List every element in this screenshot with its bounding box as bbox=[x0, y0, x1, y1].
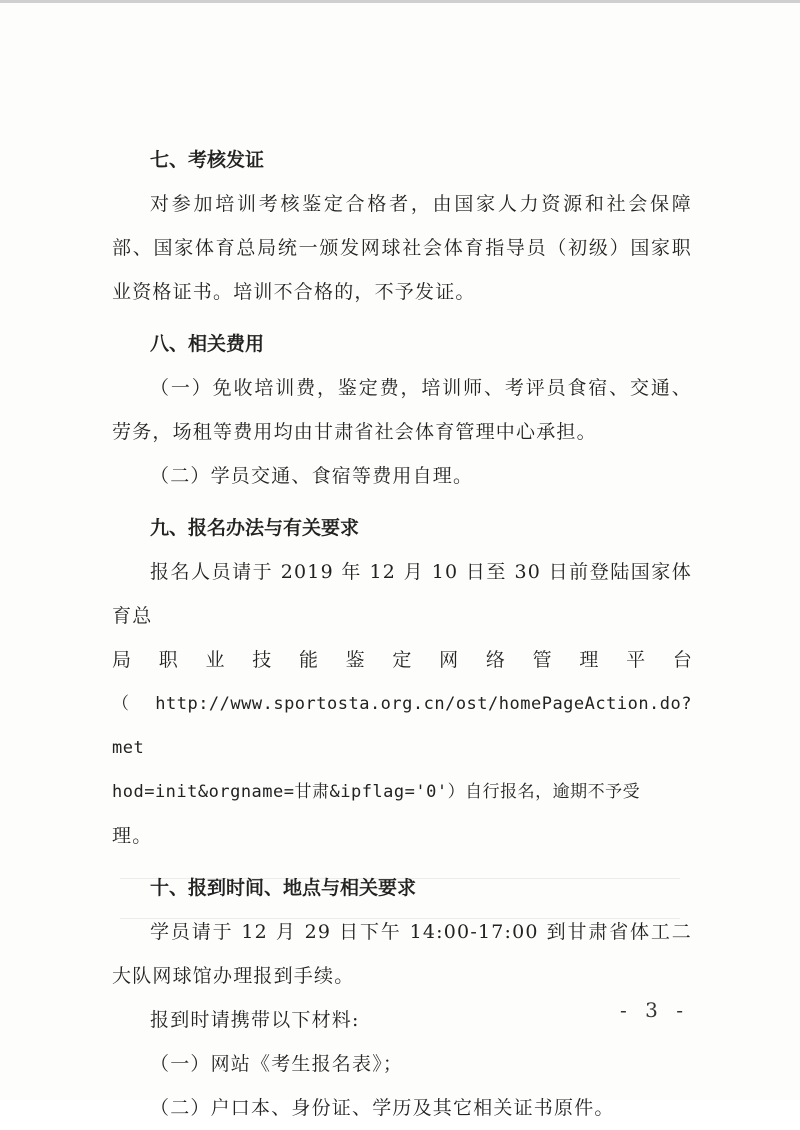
material-item: （一）网站《考生报名表》； bbox=[150, 1053, 404, 1075]
materials-intro: 报到时请携带以下材料: bbox=[150, 1009, 360, 1031]
section-paragraph: 对参加培训考核鉴定合格者，由国家人力资源和社会保障部、国家体育总局统一颁发网球社会体育指导员（初级）国家职业资格证书。培训不合格的，不予发证。 bbox=[112, 193, 692, 303]
check-in-paragraph: 学员请于 12 月 29 日下午 14:00-17:00 到甘肃省体工二大队网球馆办理报到手续。 bbox=[112, 921, 692, 987]
fee-item: （二）学员交通、食宿等费用自理。 bbox=[150, 465, 474, 487]
spread-char: 鉴 bbox=[345, 649, 365, 671]
spread-char: 台 bbox=[672, 649, 692, 671]
document-body bbox=[112, 138, 692, 1130]
material-item: （二）户口本、身份证、学历及其它相关证书原件。 bbox=[150, 1097, 615, 1119]
spread-char: 平 bbox=[626, 649, 646, 671]
registration-url: （http://www.sportosta.org.cn/ost/homePageAction.do?met bbox=[112, 694, 692, 758]
section-heading-assessment: 七、考核发证 bbox=[150, 149, 265, 171]
spread-char: 业 bbox=[205, 649, 225, 671]
spread-char: 技 bbox=[252, 649, 272, 671]
spread-char: 能 bbox=[298, 649, 318, 671]
registration-tail: 理。 bbox=[112, 825, 153, 847]
fee-item: （一）免收培训费，鉴定费，培训师、考评员食宿、交通、劳务，场租等费用均由甘肃省社会体育管理中心承担。 bbox=[112, 377, 692, 443]
registration-url-continued: hod=init&orgname=甘肃&ipflag='0'）自行报名，逾期不予受 bbox=[112, 782, 641, 802]
section-heading-check-in: 十、报到时间、地点与相关要求 bbox=[150, 877, 417, 899]
spread-char: 局 bbox=[112, 649, 132, 671]
spread-char: 职 bbox=[158, 649, 178, 671]
spread-char: 定 bbox=[392, 649, 412, 671]
registration-spread-line bbox=[112, 638, 692, 682]
registration-paragraph: 报名人员请于 2019 年 12 月 10 日至 30 日前登陆国家体育总 bbox=[112, 561, 692, 627]
spread-char: 管 bbox=[532, 649, 552, 671]
spread-char: 络 bbox=[485, 649, 505, 671]
scan-edge-rule bbox=[0, 0, 800, 3]
spread-char: 理 bbox=[579, 649, 599, 671]
page-number: - 3 - bbox=[620, 998, 689, 1022]
section-heading-registration: 九、报名办法与有关要求 bbox=[150, 517, 360, 539]
section-heading-fees: 八、相关费用 bbox=[150, 333, 265, 355]
spread-char: 网 bbox=[439, 649, 459, 671]
